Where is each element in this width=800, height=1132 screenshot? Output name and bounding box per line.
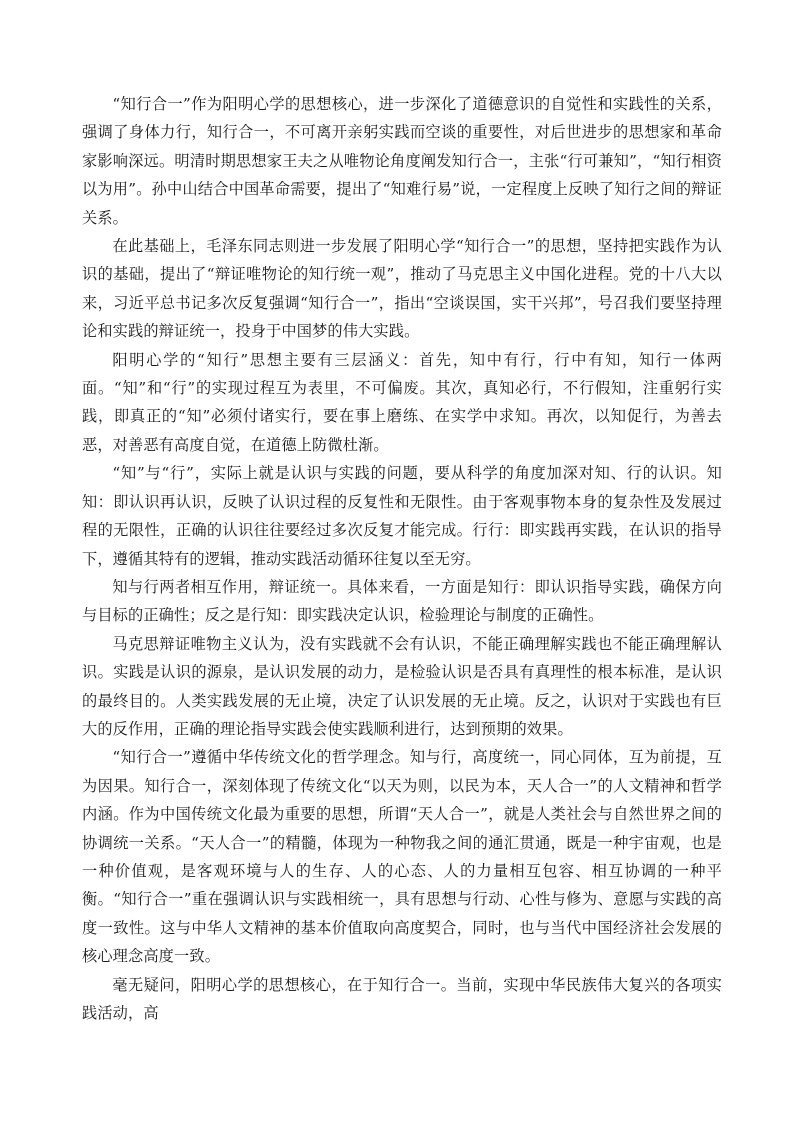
paragraph-3: 阳明心学的“知行”思想主要有三层涵义：首先，知中有行，行中有知，知行一体两面。“知”和“行”的实现过程互为表里，不可偏废。其次，真知必行，不行假知，注重躬行实践，即真正的“知”必须付诸实行，要在事上磨练、在实学中求知。再次，以知促行，为善去恶，对善恶有高度自觉，在道德上防微杜渐。 [82,350,722,454]
paragraph-1: “知行合一”作为阳明心学的思想核心，进一步深化了道德意识的自觉性和实践性的关系，强调了身体力行，知行合一，不可离开亲躬实践而空谈的重要性，对后世进步的思想家和革命家影响深远。明清时期思想家王夫之从唯物论角度阐发知行合一，主张“行可兼知”，“知行相资以为用”。孙中山结合中国革命需要，提出了“知难行易”说，一定程度上反映了知行之间的辩证关系。 [82,95,722,227]
paragraph-7: “知行合一”遵循中华传统文化的哲学理念。知与行，高度统一，同心同体，互为前提，互为因果。知行合一，深刻体现了传统文化“以天为则，以民为本，天人合一”的人文精神和哲学内涵。作为中国传统文化最为重要的思想，所谓“天人合一”，就是人类社会与自然世界之间的协调统一关系。“天人合一”的精髓，体现为一种物我之间的通汇贯通，既是一种宇宙观，也是一种价值观，是客观环境与人的生存、人的心态、人的力量相互包容、相互协调的一种平衡。“知行合一”重在强调认识与实践相统一，具有思想与行动、心性与修为、意愿与实践的高度一致性。这与中华人文精神的基本价值取向高度契合，同时，也与当代中国经济社会发展的核心理念高度一致。 [82,748,722,966]
paragraph-4: “知”与“行”，实际上就是认识与实践的问题，要从科学的角度加深对知、行的认识。知知：即认识再认识，反映了认识过程的反复性和无限性。由于客观事物本身的复杂性及发展过程的无限性，正确的认识往往要经过多次反复才能完成。行行：即实践再实践，在认识的指导下，遵循其特有的逻辑，推动实践活动循环往复以至无穷。 [82,464,722,568]
paragraph-6: 马克思辩证唯物主义认为，没有实践就不会有认识，不能正确理解实践也不能正确理解认识。实践是认识的源泉，是认识发展的动力，是检验认识是否具有真理性的根本标准，是认识的最终目的。人类实践发展的无止境，决定了认识发展的无止境。反之，认识对于实践也有巨大的反作用，正确的理论指导实践会使实践顺利进行，达到预期的效果。 [82,634,722,738]
paragraph-8: 毫无疑问，阳明心学的思想核心，在于知行合一。当前，实现中华民族伟大复兴的各项实践活动，高 [82,975,722,1022]
document-body [82,90,722,1027]
paragraph-5: 知与行两者相互作用，辩证统一。具体来看，一方面是知行：即认识指导实践，确保方向与目标的正确性；反之是行知：即实践决定认识，检验理论与制度的正确性。 [82,577,722,625]
paragraph-2: 在此基础上，毛泽东同志则进一步发展了阳明心学“知行合一”的思想，坚持把实践作为认识的基础，提出了“辩证唯物论的知行统一观”，推动了马克思主义中国化进程。党的十八大以来，习近平总书记多次反复强调“知行合一”，指出“空谈误国，实干兴邦”，号召我们要坚持理论和实践的辩证统一，投身于中国梦的伟大实践。 [82,237,722,341]
